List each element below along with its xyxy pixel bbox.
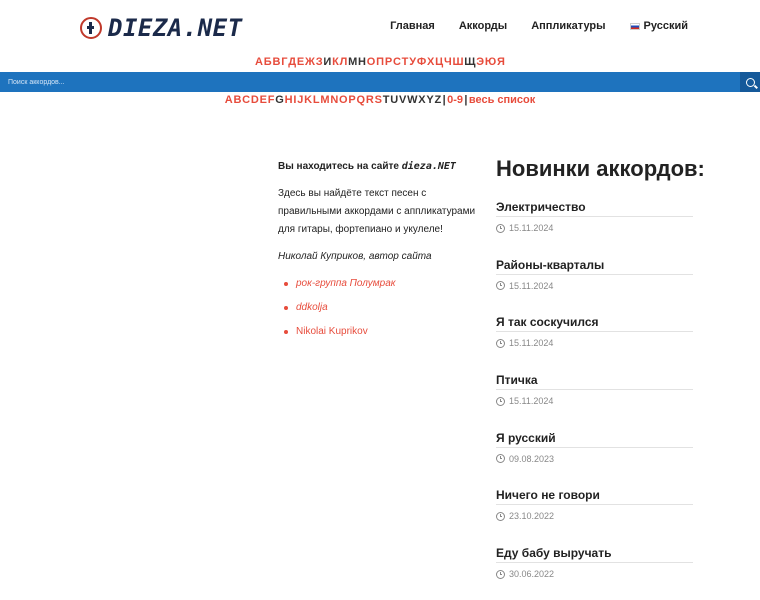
news-item xyxy=(496,198,693,256)
letter-link[interactable]: J xyxy=(297,94,304,106)
clock-icon xyxy=(496,224,505,233)
intro-welcome xyxy=(278,158,478,176)
letter-link[interactable]: E xyxy=(259,94,267,106)
letter-link[interactable]: М xyxy=(348,56,358,68)
letter-link[interactable]: Л xyxy=(339,56,348,68)
letter-link[interactable]: Э xyxy=(476,56,485,68)
news-date xyxy=(496,511,693,521)
author-links xyxy=(278,275,478,341)
news-item xyxy=(496,544,693,600)
news-title-link[interactable]: Ничего не говори xyxy=(496,488,600,503)
letter-link[interactable]: Ш xyxy=(452,56,464,68)
letter-link[interactable]: S xyxy=(374,94,382,106)
letter-link[interactable]: P xyxy=(348,94,356,106)
letter-link[interactable]: Щ xyxy=(464,56,476,68)
letter-link[interactable]: W xyxy=(407,94,418,106)
news-title-link[interactable]: Еду бабу выручать xyxy=(496,546,612,561)
letter-link[interactable]: Н xyxy=(358,56,366,68)
divider xyxy=(496,389,693,390)
letter-link[interactable]: К xyxy=(332,56,339,68)
letter-link[interactable]: C xyxy=(242,94,251,106)
letter-link[interactable]: З xyxy=(315,56,323,68)
logo-text: DIEZA.NET xyxy=(108,14,243,42)
sharp-logo-icon xyxy=(80,17,102,39)
letter-link[interactable]: Ю xyxy=(484,56,497,68)
nav-language-label: Русский xyxy=(643,20,688,32)
search-button[interactable] xyxy=(740,72,760,92)
clock-icon xyxy=(496,397,505,406)
news-date-text: 15.11.2024 xyxy=(509,396,554,407)
russia-flag-icon xyxy=(630,23,640,30)
divider xyxy=(496,504,693,505)
letter-link[interactable]: F xyxy=(267,94,275,106)
letter-link[interactable]: M xyxy=(320,94,330,106)
news-item xyxy=(496,371,693,429)
letter-link[interactable]: Ц xyxy=(435,56,444,68)
news-date-text: 30.06.2022 xyxy=(509,569,555,580)
search-input[interactable] xyxy=(0,72,738,92)
clock-icon xyxy=(496,339,505,348)
list-item xyxy=(278,299,478,317)
letter-link[interactable]: R xyxy=(365,94,374,106)
letter-link[interactable]: Д xyxy=(288,56,297,68)
news-item xyxy=(496,313,693,371)
news-title-link[interactable]: Электричество xyxy=(496,200,586,214)
divider xyxy=(496,447,693,448)
news-item xyxy=(496,486,693,544)
news-date xyxy=(496,281,693,291)
clock-icon xyxy=(496,281,505,290)
divider xyxy=(496,216,693,217)
full-list-link[interactable]: весь список xyxy=(468,94,536,106)
news-date xyxy=(496,223,693,233)
intro-description: Здесь вы найдёте текст песен с правильными аккордами с аппликатурами для гитары, фортепиано и укулеле! xyxy=(278,188,476,235)
letter-link[interactable]: X xyxy=(418,94,426,106)
letter-link[interactable]: I xyxy=(293,94,297,106)
letter-link[interactable]: У xyxy=(409,56,417,68)
news-date xyxy=(496,569,693,579)
nav-language[interactable] xyxy=(630,20,688,32)
letter-link[interactable]: A xyxy=(224,94,233,106)
letter-link[interactable]: N xyxy=(330,94,339,106)
news-list xyxy=(496,198,693,600)
search-bar xyxy=(0,72,760,92)
letter-link[interactable]: U xyxy=(390,94,399,106)
intro-section xyxy=(278,158,478,347)
divider xyxy=(496,274,693,275)
search-icon xyxy=(746,78,755,87)
alphabet-en xyxy=(0,94,760,106)
clock-icon xyxy=(496,570,505,579)
news-date xyxy=(496,396,693,406)
letter-link[interactable]: Я xyxy=(497,56,505,68)
sidebar-title: Новинки аккордов: xyxy=(496,156,705,181)
letter-link[interactable]: Р xyxy=(384,56,393,68)
letter-link[interactable]: G xyxy=(275,94,284,106)
nav-home[interactable]: Главная xyxy=(390,20,435,32)
separator: | xyxy=(442,94,446,106)
separator: | xyxy=(464,94,468,106)
link-polumrak[interactable]: рок-группа Полумрак xyxy=(296,278,396,289)
letter-link[interactable]: Ж xyxy=(304,56,315,68)
news-item xyxy=(496,256,693,314)
nav-chords[interactable]: Аккорды xyxy=(458,20,508,32)
letter-link[interactable]: K xyxy=(304,94,313,106)
news-title-link[interactable]: Районы-кварталы xyxy=(496,257,605,272)
letter-link[interactable]: О xyxy=(366,56,376,68)
letter-link[interactable]: Б xyxy=(263,56,272,68)
site-header xyxy=(0,0,760,56)
intro-site-name: dieza.NET xyxy=(401,161,456,172)
news-title-link[interactable]: Птичка xyxy=(496,373,538,388)
letter-link[interactable]: Е xyxy=(296,56,305,68)
letter-link[interactable]: С xyxy=(392,56,401,68)
letter-link[interactable]: Т xyxy=(401,56,409,68)
letter-link[interactable]: П xyxy=(376,56,385,68)
site-logo[interactable] xyxy=(80,14,243,42)
letter-link[interactable]: D xyxy=(250,94,259,106)
news-title-link[interactable]: Я русский xyxy=(496,430,556,445)
letter-link[interactable]: В xyxy=(272,56,281,68)
news-date-text: 23.10.2022 xyxy=(509,511,555,522)
letter-link[interactable]: Z xyxy=(434,94,442,106)
letter-link[interactable]: O xyxy=(339,94,348,106)
list-item xyxy=(278,275,478,293)
letter-link[interactable]: И xyxy=(323,56,332,68)
news-date-text: 15.11.2024 xyxy=(509,280,554,291)
clock-icon xyxy=(496,512,505,521)
news-item xyxy=(496,429,693,487)
news-date-text: 15.11.2024 xyxy=(509,338,554,349)
letter-link[interactable]: Ч xyxy=(443,56,452,68)
letter-link[interactable]: Y xyxy=(426,94,434,106)
link-ddkolja[interactable]: ddkolja xyxy=(296,302,328,313)
news-title-link[interactable]: Я так соскучился xyxy=(496,315,599,330)
letter-link[interactable]: А xyxy=(255,56,263,68)
letter-link[interactable]: T xyxy=(382,94,390,106)
letter-link[interactable]: Г xyxy=(281,56,288,68)
letter-link[interactable]: Ф xyxy=(416,56,427,68)
letter-link[interactable]: V xyxy=(398,94,407,106)
nav-fingerings[interactable]: Аппликатуры xyxy=(531,20,606,32)
news-date-text: 09.08.2023 xyxy=(509,453,555,464)
divider xyxy=(496,331,693,332)
intro-welcome-prefix: Вы находитесь на сайте xyxy=(278,161,402,172)
clock-icon xyxy=(496,454,505,463)
list-item xyxy=(278,323,478,341)
letter-link[interactable]: Q xyxy=(356,94,366,106)
divider xyxy=(496,562,693,563)
news-date xyxy=(496,338,693,348)
digits-link[interactable]: 0-9 xyxy=(447,94,464,106)
news-date xyxy=(496,454,693,464)
new-chords-sidebar xyxy=(496,156,705,600)
letter-link[interactable]: B xyxy=(233,94,242,106)
alphabet-ru xyxy=(0,56,760,68)
intro-author: Николай Куприков, автор сайта xyxy=(278,251,432,262)
main-nav xyxy=(366,20,688,32)
letter-link[interactable]: L xyxy=(312,94,320,106)
news-date-text: 15.11.2024 xyxy=(509,223,554,233)
link-nikolai-kuprikov[interactable]: Nikolai Kuprikov xyxy=(296,326,368,337)
letter-link[interactable]: H xyxy=(284,94,293,106)
letter-link[interactable]: Х xyxy=(426,56,435,68)
